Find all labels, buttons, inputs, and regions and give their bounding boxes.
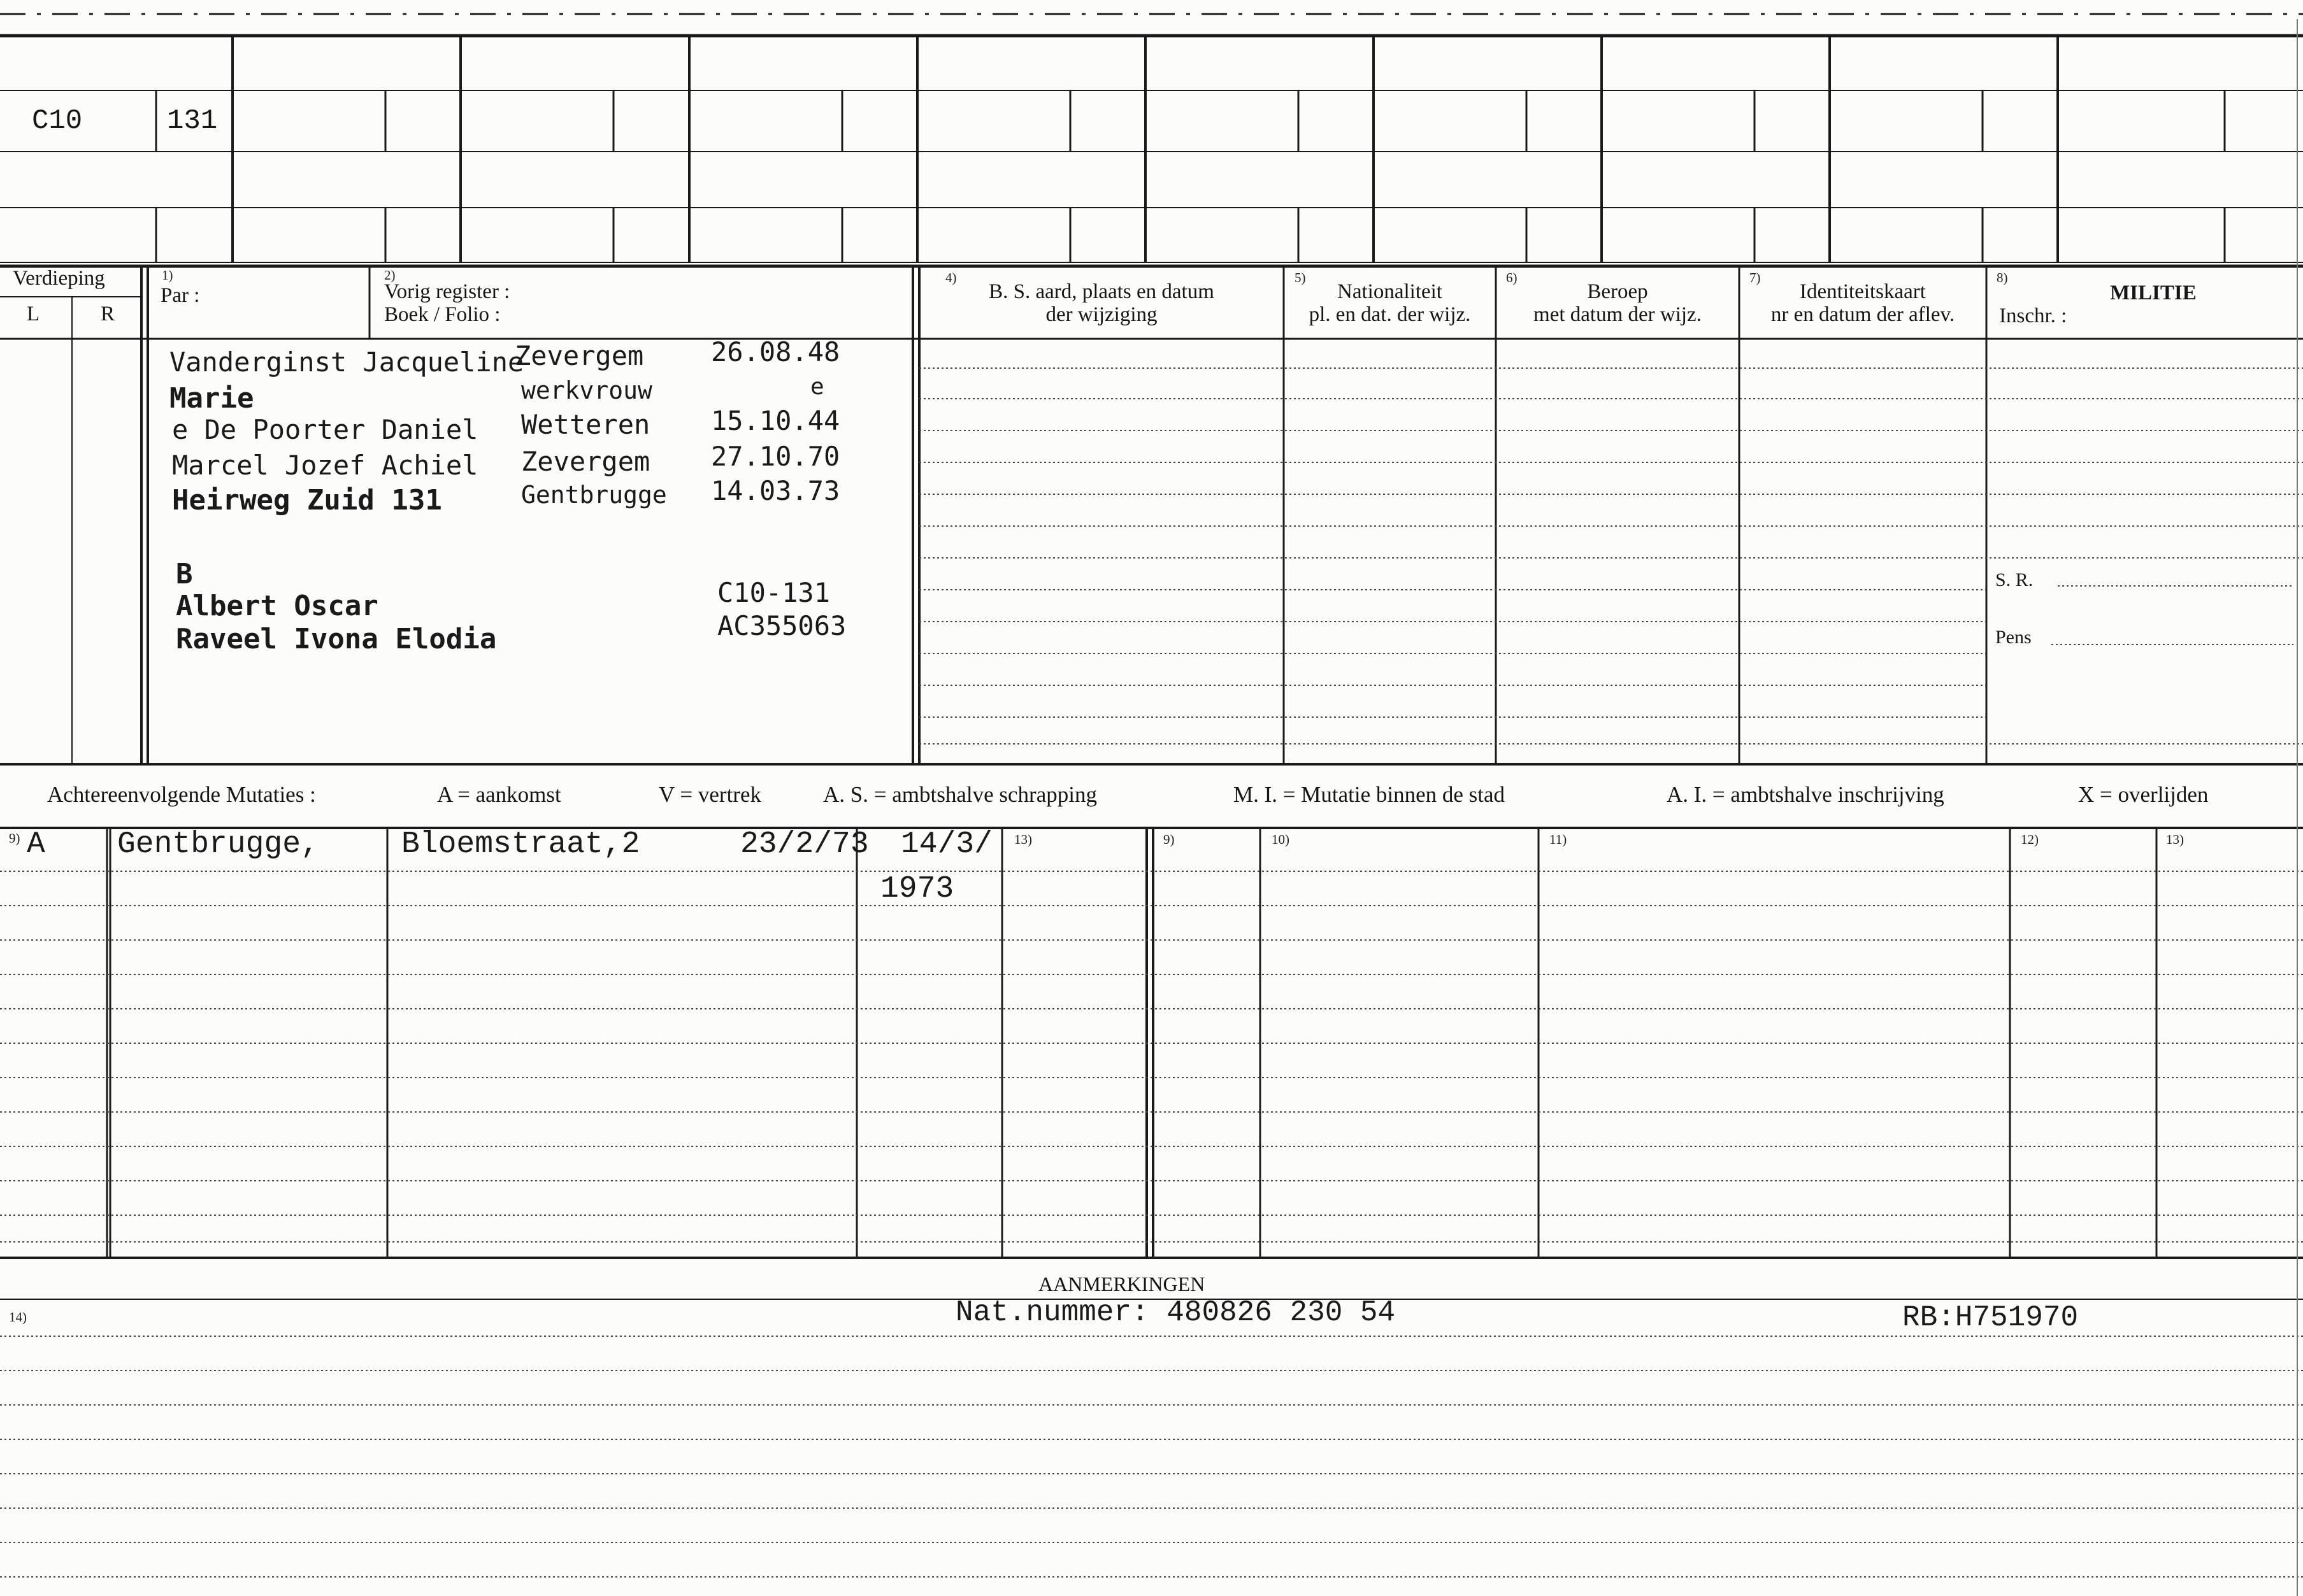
- beroep-number: 6): [1506, 270, 1517, 285]
- person-occupation-note: e: [810, 374, 824, 400]
- mutation-date-2: 14/3/: [901, 827, 993, 862]
- mother-name: Raveel Ivona Elodia: [176, 623, 497, 655]
- beroep-header-line1: Beroep: [1587, 280, 1648, 303]
- bs-number: 4): [945, 270, 957, 285]
- remarks-number: 14): [9, 1309, 27, 1325]
- legend-ambtshalve-inschrijving: A. I. = ambtshalve inschrijving: [1667, 782, 1944, 807]
- mutation-date-1: 23/2/73: [740, 827, 869, 862]
- national-number: Nat.nummer: 480826 230 54: [956, 1296, 1396, 1329]
- militie-sr-label: S. R.: [1995, 569, 2034, 590]
- id-header-line1: Identiteitskaart: [1800, 280, 1926, 303]
- mut-col9-number: 9): [9, 830, 20, 846]
- col-r-label: R: [101, 303, 115, 325]
- id-number: 7): [1749, 270, 1761, 285]
- id-header-line2: nr en datum der aflev.: [1770, 303, 1955, 326]
- marriage-place: Zevergem: [521, 446, 650, 477]
- nat-header-line1: Nationaliteit: [1337, 280, 1442, 303]
- bs-header-line2: der wijziging: [1045, 303, 1158, 326]
- mut-col11-number: 11): [1549, 832, 1567, 847]
- spouse-birthplace: Wetteren: [521, 409, 650, 440]
- vorig-register-label: Vorig register :: [384, 280, 510, 303]
- legend-overlijden: X = overlijden: [2078, 782, 2209, 807]
- bs-header-line1: B. S. aard, plaats en datum: [989, 280, 1214, 303]
- house-number: 131: [167, 105, 218, 137]
- rb-number: RB:H751970: [1902, 1301, 2079, 1334]
- ref-code: C10-131: [717, 577, 831, 608]
- mut-col12-number: 12): [2021, 832, 2039, 847]
- beroep-header-line2: met datum der wijz.: [1533, 303, 1702, 326]
- verdieping-label: Verdieping: [13, 267, 105, 290]
- ref-code-2: AC355063: [717, 610, 847, 641]
- father-name: Albert Oscar: [176, 590, 378, 622]
- mutation-street: Bloemstraat,2: [401, 827, 640, 862]
- mutation-place: Gentbrugge,: [117, 827, 319, 862]
- spouse-birthdate: 15.10.44: [711, 405, 840, 436]
- par-number: 1): [162, 267, 173, 283]
- address: Heirweg Zuid 131: [172, 484, 442, 517]
- legend-ambtshalve-schrapping: A. S. = ambtshalve schrapping: [823, 782, 1097, 807]
- b-label: B: [176, 558, 193, 590]
- person-birthplace: Zevergem: [515, 340, 644, 371]
- militie-title: MILITIE: [2110, 281, 2197, 304]
- mutaties-title: Achtereenvolgende Mutaties :: [47, 782, 316, 807]
- legend-mutatie-binnen-stad: M. I. = Mutatie binnen de stad: [1233, 782, 1505, 807]
- militie-inschr-label: Inschr. :: [1999, 304, 2067, 327]
- address-date: 14.03.73: [711, 475, 840, 506]
- vorig-number: 2): [384, 267, 396, 283]
- militie-pens-label: Pens: [1995, 627, 2032, 648]
- col-l-label: L: [27, 303, 40, 325]
- mut-col13b-number: 13): [2166, 832, 2184, 847]
- person-occupation: werkvrouw: [521, 376, 652, 404]
- person-birthdate: 26.08.48: [711, 336, 840, 367]
- legend-vertrek: V = vertrek: [659, 782, 761, 807]
- district-code: C10: [32, 105, 83, 137]
- par-label: Par :: [161, 284, 200, 307]
- legend-aankomst: A = aankomst: [437, 782, 561, 807]
- address-place: Gentbrugge: [521, 481, 667, 509]
- nat-number: 5): [1295, 270, 1306, 285]
- marriage-date: 27.10.70: [711, 441, 840, 472]
- nat-header-line2: pl. en dat. der wijz.: [1309, 303, 1471, 326]
- person-name: Vanderginst Jacqueline: [169, 346, 524, 378]
- militie-number: 8): [1997, 270, 2008, 285]
- spouse-name: e De Poorter Daniel: [172, 414, 478, 445]
- remarks-title: AANMERKINGEN: [1038, 1272, 1205, 1295]
- mutation-year: 1973: [880, 872, 954, 906]
- mut-col9b-number: 9): [1163, 832, 1175, 847]
- mutation-type: A: [27, 827, 45, 862]
- boek-folio-label: Boek / Folio :: [384, 303, 501, 326]
- mut-col10-number: 10): [1272, 832, 1289, 847]
- spouse-first-names: Marcel Jozef Achiel: [172, 450, 478, 481]
- mut-col13-number: 13): [1014, 832, 1032, 847]
- person-first-name-2: Marie: [169, 382, 254, 415]
